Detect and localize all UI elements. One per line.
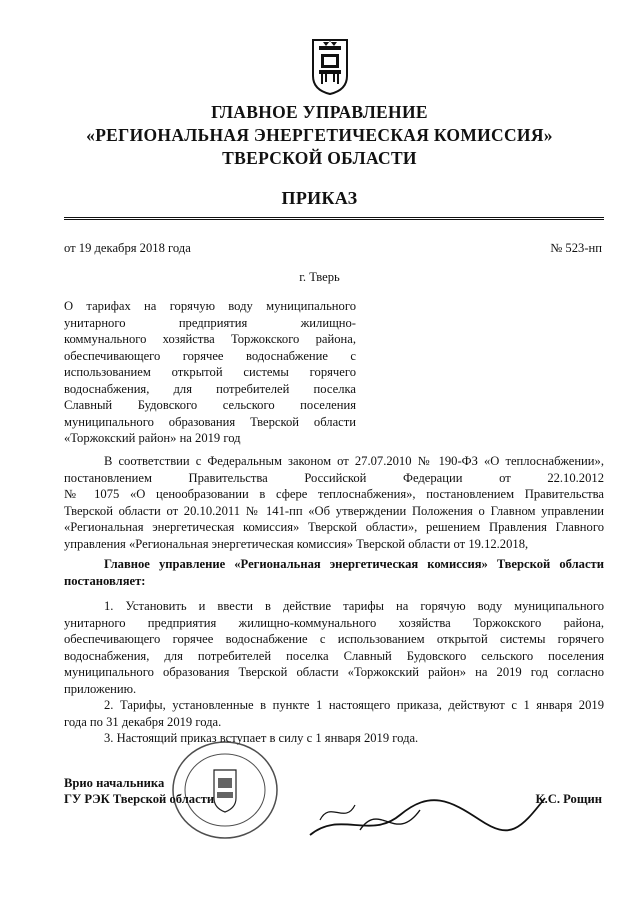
subject-line: водоснабжения, для потребителей поселка [64,381,356,396]
subject-block [64,298,356,447]
subject-line: использованием открытой системы горячего [64,365,356,379]
subject-line: унитарного предприятия жилищно- [64,315,356,330]
subject-line: муниципального образования Тверской области [64,414,356,429]
resolves-line: постановляет: [64,573,146,588]
items-block [64,598,604,747]
subject-line: О тарифах на горячую воду муниципального [64,299,356,313]
item-1-line: муниципального образования Тверской области «Торжокский район» на 2019 год согласно [64,665,604,679]
order-city: г. Тверь [299,270,340,284]
header-rule [64,217,604,220]
header-line-2: «РЕГИОНАЛЬНАЯ ЭНЕРГЕТИЧЕСКАЯ КОМИССИЯ» [86,125,553,145]
subject-line: обеспечивающего горячее водоснабжение с [64,348,356,363]
preamble-line: «Региональная энергетическая комиссия» Тверской области», решением Правления Главного [64,520,604,534]
signatory-title-2: ГУ РЭК Тверской области [64,792,215,806]
subject-line: «Торжокский район» на 2019 год [64,431,241,445]
item-2-line: года по 31 декабря 2019 года. [64,714,222,729]
item-3-line: 3. Настоящий приказ вступает в силу с 1 января 2019 года. [104,731,419,745]
order-number: № 523-нп [550,241,602,255]
signatory-name: К.С. Рощин [535,792,602,806]
preamble-line: Тверской области от 20.10.2011 № 141-пп «Об утверждении Положения о Главном управлении [64,503,604,518]
subject-line: коммунального хозяйства Торжокского района, [64,332,356,346]
signatory-title-1: Врио начальника [64,776,165,790]
preamble [64,453,604,552]
header-line-3: ТВЕРСКОЙ ОБЛАСТИ [222,148,417,168]
header-line-1: ГЛАВНОЕ УПРАВЛЕНИЕ [211,102,428,122]
preamble-line: постановлением Правительства Российской Федерации от 22.10.2012 [64,470,604,485]
item-2-line: 2. Тарифы, установленные в пункте 1 настоящего приказа, действуют с 1 января 2019 [104,698,604,712]
item-1-line: водоснабжения, для потребителей поселка Славный Будовского сельского поселения [64,648,604,663]
item-1-line: унитарного предприятия жилищно-коммунального хозяйства Торжокского района, [64,615,604,630]
official-seal-stamp [170,740,280,840]
order-title: ПРИКАЗ [281,188,358,208]
subject-line: Славный Будовского сельского поселения [64,398,356,412]
order-date: от 19 декабря 2018 года [64,241,191,255]
preamble-line: № 1075 «О ценообразовании в сфере теплоснабжения», постановлением Правительства [64,487,604,501]
resolves-block [64,556,604,589]
coat-of-arms-emblem [311,36,349,96]
resolves-line: Главное управление «Региональная энергетическая комиссия» Тверской области [104,557,604,571]
item-1-line: приложению. [64,681,137,696]
preamble-line: управления «Региональная энергетическая комиссия» Тверской области от 19.12.2018, [64,536,529,551]
preamble-line: В соответствии с Федеральным законом от 27.07.2010 № 190-ФЗ «О теплоснабжении», [104,454,604,468]
item-1-line: обеспечивающего горячее водоснабжение с использованием открытой системы горячего [64,632,604,646]
handwritten-signature [300,790,550,850]
item-1-line: 1. Установить и ввести в действие тарифы на горячую воду муниципального [104,599,604,613]
